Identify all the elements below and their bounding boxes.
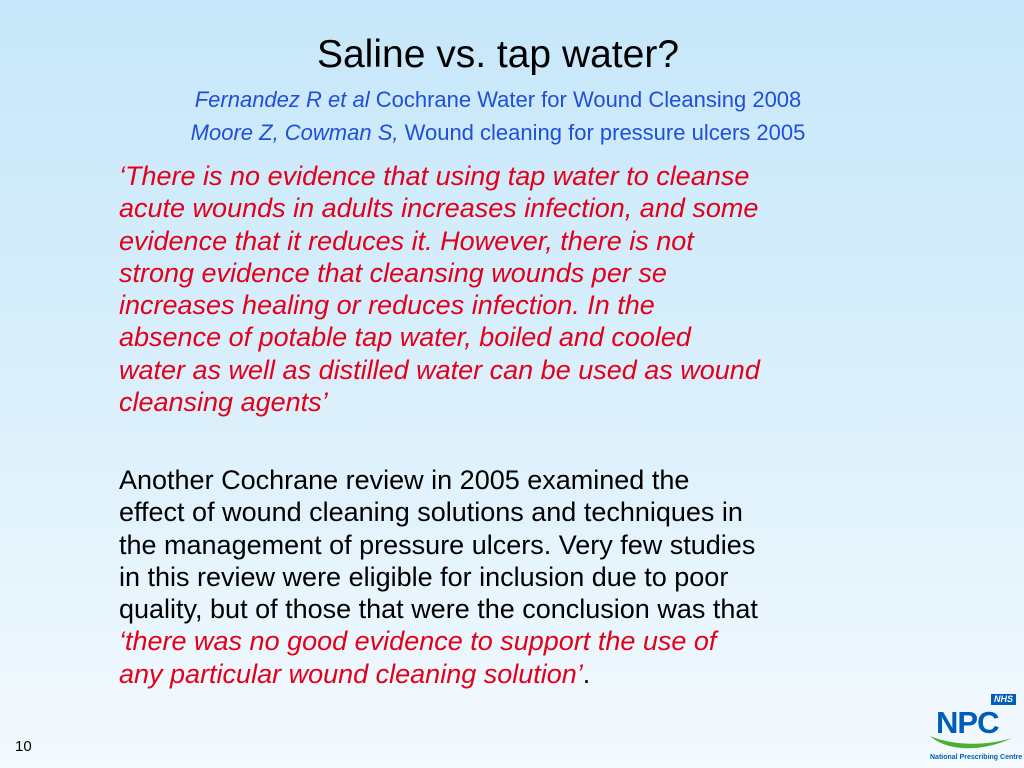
nhs-badge: NHS bbox=[991, 694, 1016, 705]
paragraph-line: in this review were eligible for inclusion due to poor bbox=[119, 561, 729, 592]
slide-number: 10 bbox=[15, 738, 32, 755]
npc-logo-caption: National Prescribing Centre bbox=[930, 754, 1023, 761]
paragraph-line: Another Cochrane review in 2005 examined the bbox=[119, 465, 690, 495]
paragraph-last-line bbox=[119, 658, 949, 690]
reference-1-authors: Fernandez R et al bbox=[194, 87, 370, 112]
slide-title: Saline vs. tap water? bbox=[316, 33, 680, 76]
quote-line: acute wounds in adults increases infection, and some bbox=[119, 193, 759, 224]
body-paragraph bbox=[119, 464, 949, 690]
quote-line: water as well as distilled water can be used as wound bbox=[119, 354, 760, 385]
quote-block bbox=[119, 160, 949, 418]
swoosh-icon bbox=[928, 732, 1014, 752]
quote-line: strong evidence that cleansing wounds per se bbox=[119, 257, 667, 288]
reference-1-text: Cochrane Water for Wound Cleansing 2008 bbox=[369, 87, 802, 112]
reference-2-text: Wound cleaning for pressure ulcers 2005 bbox=[398, 120, 806, 145]
quote-line: absence of potable tap water, boiled and cooled bbox=[119, 322, 691, 353]
paragraph-line: quality, but of those that were the conclusion was that bbox=[119, 594, 758, 625]
quote-line: ‘There is no evidence that using tap water to cleanse bbox=[119, 161, 750, 191]
quote-line: evidence that it reduces it. However, there is not bbox=[119, 225, 694, 256]
npc-logo-text: NPC bbox=[936, 705, 999, 740]
reference-2 bbox=[0, 120, 996, 146]
paragraph-line: the management of pressure ulcers. Very few studies bbox=[119, 529, 756, 560]
quote-line: cleansing agents’ bbox=[119, 387, 328, 418]
reference-1 bbox=[0, 87, 996, 113]
paragraph-end: . bbox=[582, 658, 591, 689]
paragraph-line: effect of wound cleaning solutions and techniques in bbox=[119, 497, 743, 528]
npc-logo bbox=[926, 694, 1023, 766]
paragraph-quote-line: ‘there was no good evidence to support the use of bbox=[119, 626, 717, 657]
paragraph-quote-line: any particular wound cleaning solution’ bbox=[119, 658, 583, 689]
reference-2-authors: Moore Z, Cowman S, bbox=[190, 120, 399, 145]
quote-line: increases healing or reduces infection. In the bbox=[119, 290, 655, 321]
